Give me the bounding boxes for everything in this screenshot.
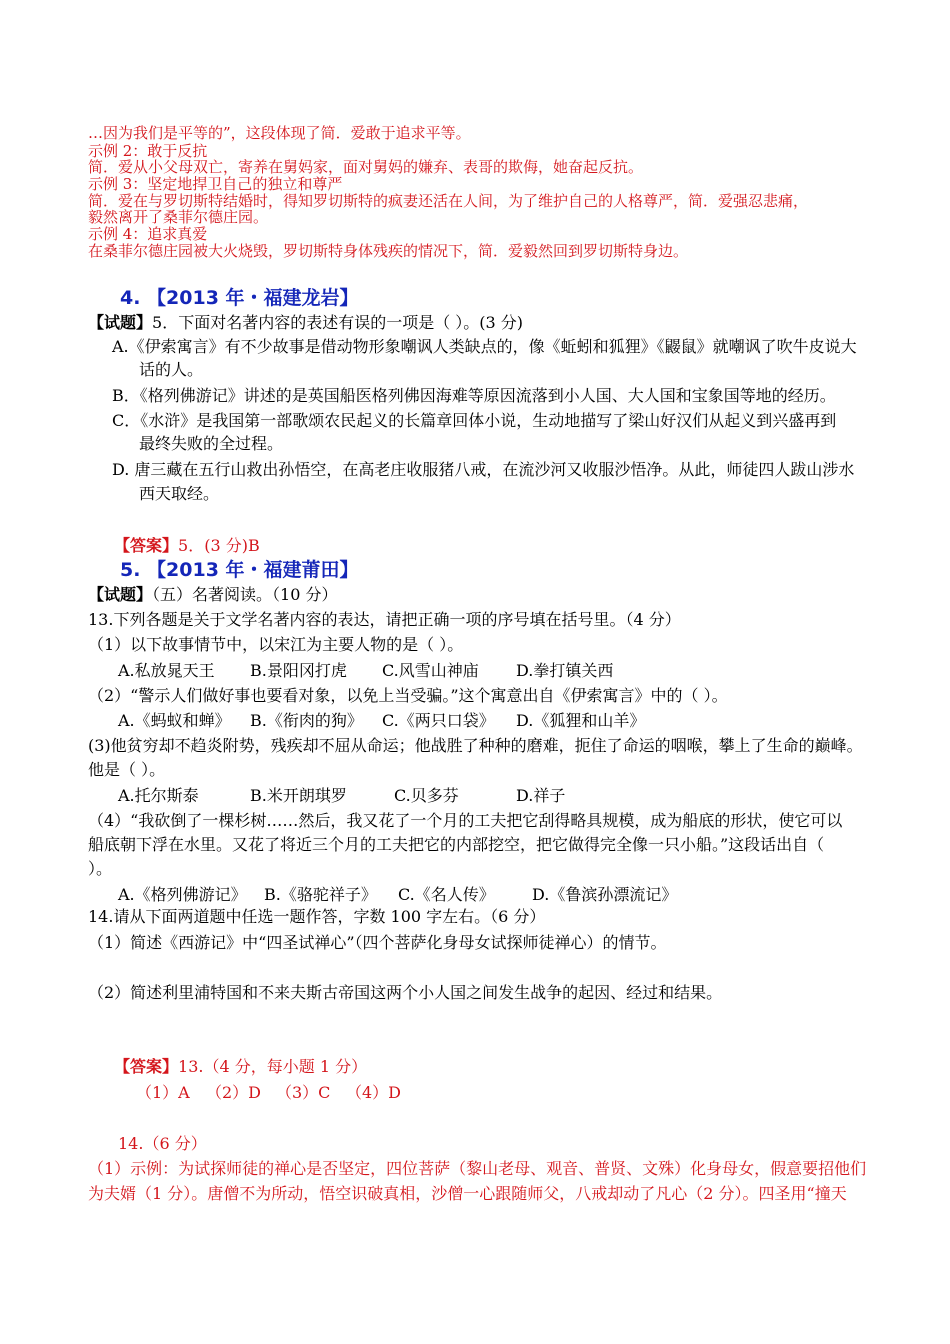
answer-item: （2）D (206, 1083, 262, 1102)
option: B.景阳冈打虎 (250, 661, 347, 680)
option-a-line-1: A.《伊索寓言》有不少故事是借动物形象嘲讽人类缺点的，像《蚯蚓和狐狸》《鼹鼠》就嘲讽了吹牛皮说大 (112, 337, 857, 356)
question-13-1: （1）以下故事情节中，以宋江为主要人物的是（ ）。 (88, 635, 464, 654)
example-3-text-1: 简．爱在与罗切斯特结婚时，得知罗切斯特的疯妻还活在人间，为了维护自己的人格尊严，简．爱强忍悲痛， (88, 192, 809, 210)
option: A.《格列佛游记》 (118, 885, 247, 904)
example-4-title: 示例 4：追求真爱 (88, 225, 208, 243)
question-14-2: （2）简述利里浦特国和不来夫斯古帝国这两个小人国之间发生战争的起因、经过和结果。 (88, 983, 723, 1002)
option-c-line-2: 最终失败的全过程。 (139, 434, 284, 453)
option: A.《蚂蚁和蝉》 (118, 711, 231, 730)
answer-text: 5．(3 分)B (178, 536, 260, 555)
option: B.《衔肉的狗》 (250, 711, 363, 730)
question-tag: 【试题】 (88, 313, 153, 332)
example-2-title: 示例 2：敢于反抗 (88, 142, 208, 160)
option: D.《鲁滨孙漂流记》 (532, 885, 678, 904)
question-13-4-options (118, 884, 677, 906)
option-d-line-2: 西天取经。 (139, 484, 220, 503)
example-2-text: 简．爱从小父母双亡，寄养在舅妈家，面对舅妈的嫌弃、表哥的欺侮，她奋起反抗。 (88, 158, 644, 176)
question-13-4-line-1: （4）“我砍倒了一棵杉树……然后，我又花了一个月的工夫把它刮得略具规模，成为船底的形状，使它可以 (88, 811, 843, 830)
question-text: 5．下面对名著内容的表述有误的一项是（ ）。(3 分) (152, 313, 524, 332)
option-b: B．《格列佛游记》讲述的是英国船医格列佛因海难等原因流落到小人国、大人国和宝象国等地的经历。 (112, 386, 836, 405)
question-14: 14.请从下面两道题中任选一题作答，字数 100 字左右。（6 分） (88, 907, 546, 926)
section-5-answer (114, 1056, 367, 1078)
section-4-answer (114, 535, 260, 557)
option: C.风雪山神庙 (382, 661, 479, 680)
answer-14-1-line-2: 为夫婿（1 分）。唐僧不为所动，悟空识破真相，沙僧一心跟随师父，八戒却动了凡心（2 分）。四圣用“撞天 (88, 1184, 847, 1203)
question-13-2-options (118, 710, 645, 732)
answer-tag: 【答案】 (114, 1057, 179, 1076)
example-4-text: 在桑菲尔德庄园被大火烧毁，罗切斯特身体残疾的情况下，简．爱毅然回到罗切斯特身边。 (88, 242, 689, 260)
option: D.《狐狸和山羊》 (516, 711, 646, 730)
question-13-3-line-2: 他是（ ）。 (88, 760, 166, 779)
option: A.托尔斯泰 (118, 786, 199, 805)
example-3-text-2: 毅然离开了桑菲尔德庄园。 (88, 208, 269, 226)
question-13-1-options (118, 660, 613, 682)
section-5-question (88, 584, 337, 606)
answer-item: （1）A (136, 1083, 190, 1102)
answer-14-1-line-1: （1）示例：为试探师徒的禅心是否坚定，四位菩萨（黎山老母、观音、普贤、文殊）化身母女，假意要招他们 (88, 1159, 867, 1178)
example-3-title: 示例 3：坚定地捍卫自己的独立和尊严 (88, 175, 343, 193)
question-13-3-line-1: (3)他贫穷却不趋炎附势，残疾却不屈从命运；他战胜了种种的磨难，扼住了命运的咽喉，攀上了生命的巅峰。 (88, 736, 863, 755)
answer-tag: 【答案】 (114, 536, 179, 555)
example-line-1: …因为我们是平等的”，这段体现了简．爱敢于追求平等。 (88, 124, 471, 142)
option-c-line-1: C．《水浒》是我国第一部歌颂农民起义的长篇章回体小说，生动地描写了梁山好汉们从起义到兴盛再到 (112, 411, 837, 430)
option: C.《两只口袋》 (382, 711, 495, 730)
option-a-line-2: 话的人。 (139, 360, 204, 379)
answer-text: 13.（4 分，每小题 1 分） (178, 1057, 368, 1076)
question-text: （五）名著阅读。（10 分） (152, 585, 338, 604)
option: B.《骆驼祥子》 (264, 885, 377, 904)
option: C.《名人传》 (398, 885, 495, 904)
question-13-3-options (118, 785, 565, 807)
option: B.米开朗琪罗 (250, 786, 347, 805)
section-5-heading: 5. 【2013 年・福建莆田】 (120, 559, 359, 581)
question-tag: 【试题】 (88, 585, 153, 604)
option-d-line-1: D. 唐三藏在五行山救出孙悟空，在高老庄收服猪八戒，在流沙河又收服沙悟净。从此，师徒四人跋山涉水 (112, 460, 855, 479)
option: D.拳打镇关西 (516, 661, 614, 680)
question-14-1: （1）简述《西游记》中“四圣试禅心”（四个菩萨化身母女试探师徒禅心）的情节。 (88, 933, 667, 952)
option: A.私放晁天王 (118, 661, 215, 680)
answer-14: 14.（6 分） (118, 1134, 207, 1153)
question-13-2: （2）“警示人们做好事也要看对象，以免上当受骗。”这个寓意出自《伊索寓言》中的（ ）。 (88, 686, 728, 705)
answer-item: （3）C (276, 1083, 331, 1102)
question-13: 13.下列各题是关于文学名著内容的表达，请把正确一项的序号填在括号里。（4 分） (88, 610, 681, 629)
option: C.贝多芬 (394, 786, 459, 805)
answer-13-list (136, 1082, 401, 1104)
question-13-4-line-2: 船底朝下浮在水里。又花了将近三个月的工夫把它的内部挖空，把它做得完全像一只小船。”这段话出自（ (88, 835, 825, 854)
answer-item: （4）D (346, 1083, 402, 1102)
section-4-question (88, 312, 523, 334)
question-13-4-line-3: ）。 (88, 859, 113, 878)
option: D.祥子 (516, 786, 566, 805)
section-4-heading: 4. 【2013 年・福建龙岩】 (120, 287, 359, 309)
